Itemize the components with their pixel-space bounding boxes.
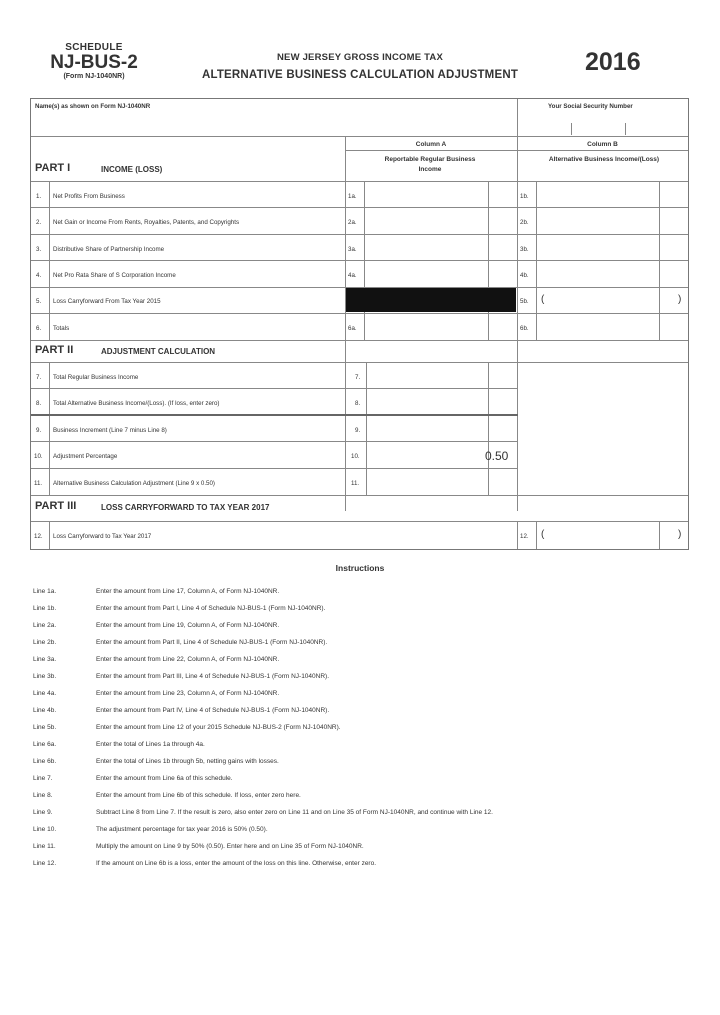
tax-year: 2016: [585, 48, 641, 76]
part1-title: INCOME (LOSS): [101, 165, 163, 174]
part2-label: PART II: [35, 344, 74, 356]
column-b-title: Column B: [587, 141, 618, 148]
adjustment-percentage-value: 0.50: [485, 449, 509, 463]
column-a-subtitle: Reportable Regular Business Income: [384, 156, 476, 173]
instruction-item: Line 6b. Enter the total of Lines 1b through 5b, netting gains with losses.: [33, 758, 279, 765]
instruction-item: Line 9. Subtract Line 8 from Line 7. If the result is zero, also enter zero on Line 11 and on Line 35 of Form NJ-1040NR, and continue with Line 12.: [33, 809, 493, 816]
instruction-item: Line 2a. Enter the amount from Line 19, Column A, of Form NJ-1040NR.: [33, 622, 280, 629]
form-heading: [165, 52, 555, 81]
names-label: Name(s) as shown on Form NJ-1040NR: [35, 103, 151, 110]
part3-title: LOSS CARRYFORWARD TO TAX YEAR 2017: [101, 503, 270, 512]
part2-title: ADJUSTMENT CALCULATION: [101, 347, 216, 356]
instruction-item: Line 4a. Enter the amount from Line 23, Column A, of Form NJ-1040NR.: [33, 690, 280, 697]
tax-name: NEW JERSEY GROSS INCOME TAX: [276, 52, 444, 63]
instruction-item: Line 5b. Enter the amount from Line 12 of your 2015 Schedule NJ-BUS-2 (Form NJ-1040NR).: [33, 724, 341, 731]
instruction-item: Line 3b. Enter the amount from Part III, Line 4 of Schedule NJ-BUS-1 (Form NJ-1040NR).: [33, 673, 330, 680]
instructions-list: [33, 583, 703, 872]
schedule-code: NJ-BUS-2: [50, 52, 138, 73]
part1-label: PART I: [35, 162, 71, 174]
instructions-title: Instructions: [335, 563, 385, 573]
schedule-form: Name(s) as shown on Form NJ-1040NR Your Social Security Number Column A Column B Reportable Regular Business Income Alternative Business Income/(Loss) PART I INCOME (LOSS) 1. Net Profits From Business 1a. 1b. 2. Net Gain or Income From Rents, Royalties, Patents, and Copyrights 2a. 2b. 3. Distributive Share of Partnership Income 3a. 3b. 4. Net Pro Rata Share of S Corporation Income 4a. 4b. 5. Loss Carryforward From Tax Year 2015 5b. ( ) 6. Totals 6a. 6b. PART II ADJUSTMENT CALCULATION 7. Total Regular Business Income 7. 8. Total Alternative Business Income/(Loss). (If loss, enter zero) 8. 9. Business Increment (Line 7 minus Line 8) 9. 10. Adjustment Percentage 10. 0.50 11. Alternative Business Calculation Adjustment (Line 9 x 0.50) 11. PART III LOSS CARRYFORWARD TO TAX YEAR 2017 12. Loss Carryforward to Tax Year 2017 12. ( ): [30, 98, 689, 550]
instruction-item: Line 8. Enter the amount from Line 6b of this schedule. If loss, enter zero here.: [33, 792, 301, 799]
part3-label: PART III: [35, 500, 77, 512]
instruction-item: Line 1a. Enter the amount from Line 17, Column A, of Form NJ-1040NR.: [33, 588, 280, 595]
form-title: ALTERNATIVE BUSINESS CALCULATION ADJUSTMENT: [201, 69, 519, 81]
schedule-id-block: [44, 42, 144, 80]
column-b-subtitle: Alternative Business Income/(Loss): [548, 156, 660, 163]
instruction-item: Line 4b. Enter the amount from Part IV, Line 4 of Schedule NJ-BUS-1 (Form NJ-1040NR).: [33, 707, 330, 714]
name-field[interactable]: [35, 113, 513, 135]
schedule-label: SCHEDULE: [65, 42, 123, 53]
instruction-item: Line 3a. Enter the amount from Line 22, Column A, of Form NJ-1040NR.: [33, 656, 280, 663]
shaded-box-5a: [346, 288, 516, 312]
instruction-item: Line 11. Multiply the amount on Line 9 by 50% (0.50). Enter here and on Line 35 of Form NJ-1040NR.: [33, 843, 364, 850]
column-a-title: Column A: [415, 141, 447, 148]
instruction-item: Line 10. The adjustment percentage for tax year 2016 is 50% (0.50).: [33, 826, 268, 833]
instruction-item: Line 12. If the amount on Line 6b is a loss, enter the amount of the loss on this line. Otherwise, enter zero.: [33, 860, 377, 867]
form-reference: (Form NJ-1040NR): [63, 73, 125, 80]
instruction-item: Line 6a. Enter the total of Lines 1a through 4a.: [33, 741, 205, 748]
instruction-item: Line 1b. Enter the amount from Part I, Line 4 of Schedule NJ-BUS-1 (Form NJ-1040NR).: [33, 605, 326, 612]
instruction-item: Line 2b. Enter the amount from Part II, Line 4 of Schedule NJ-BUS-1 (Form NJ-1040NR).: [33, 639, 328, 646]
instruction-item: Line 7. Enter the amount from Line 6a of this schedule.: [33, 775, 233, 782]
ssn-label: Your Social Security Number: [548, 103, 633, 110]
